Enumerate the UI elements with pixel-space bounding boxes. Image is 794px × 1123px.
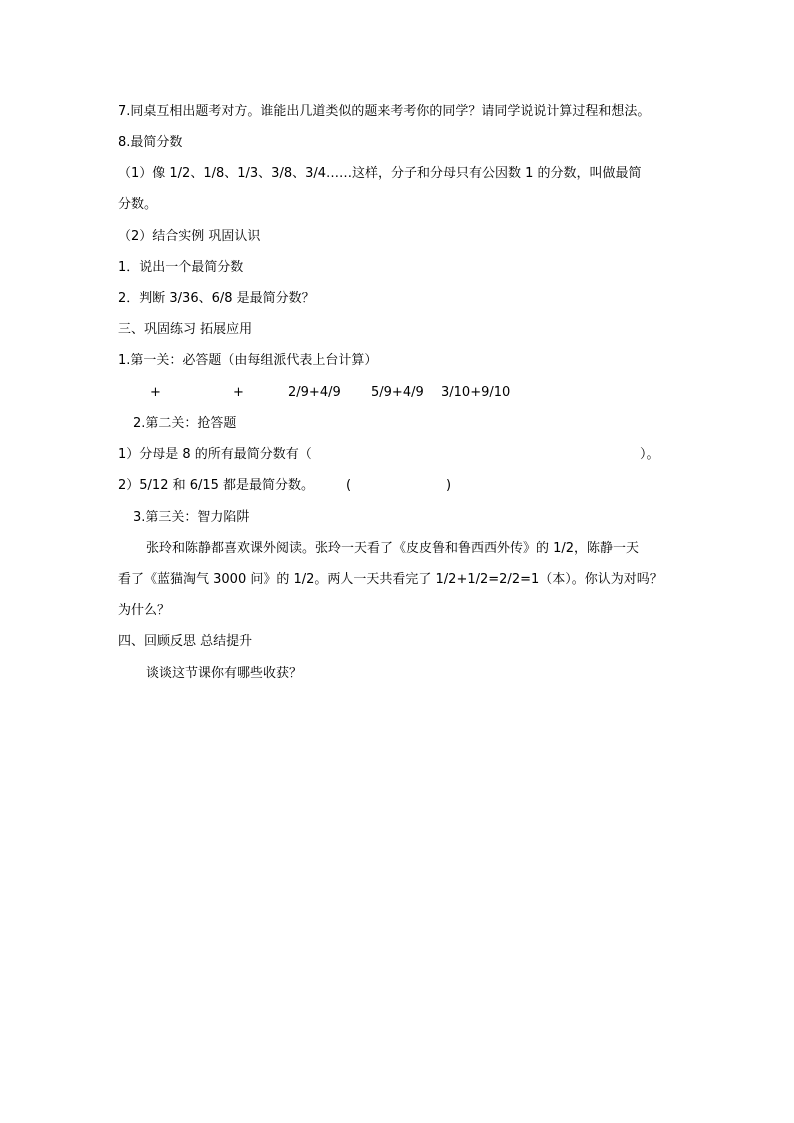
question-end: ）。 <box>640 447 660 462</box>
definition-line-1: （1）像 1/2、1/8、1/3、3/8、3/4……这样，分子和分母只有公因数 1 的分数，叫做最简 <box>118 166 642 181</box>
item-8-title: 8.最简分数 <box>118 135 183 150</box>
level-2-question-2 <box>0 477 794 495</box>
level-1-title: 1.第一关：必答题（由每组派代表上台计算） <box>118 353 378 368</box>
level-3-paragraph-line-1: 张玲和陈静都喜欢课外阅读。张玲一天看了《皮皮鲁和鲁西西外传》的 1/2，陈静一天 <box>146 541 640 556</box>
item-7-text: 7.同桌互相出题考对方。谁能出几道类似的题来考考你的同学？请同学说说计算过程和想法。 <box>118 104 651 119</box>
calc-item: 3/10+9/10 <box>441 385 511 400</box>
level-3-paragraph-line-2: 看了《蓝猫淘气 3000 问》的 1/2。两人一天共看完了 1/2+1/2=2/2=1（本）。你认为对吗？ <box>118 572 663 587</box>
level-2-question-1 <box>0 446 794 464</box>
section-4-title: 四、回顾反思 总结提升 <box>118 634 253 649</box>
calc-item: + <box>233 385 244 400</box>
definition-line-2: 分数。 <box>118 197 158 212</box>
calc-item: 2/9+4/9 <box>288 385 341 400</box>
section-4-prompt: 谈谈这节课你有哪些收获？ <box>146 666 303 681</box>
level-2-title: 2.第二关：抢答题 <box>133 416 237 431</box>
level-1-calculations <box>0 384 794 402</box>
level-3-title: 3.第三关：智力陷阱 <box>133 510 250 525</box>
calc-item: + <box>150 385 161 400</box>
question-text: 1）分母是 8 的所有最简分数有（ <box>118 447 312 462</box>
level-3-paragraph-line-3: 为什么？ <box>118 603 171 618</box>
answer-open-paren: ( <box>346 478 352 493</box>
answer-close-paren: ) <box>446 478 452 493</box>
question-2: 2．判断 3/36、6/8 是最简分数？ <box>118 291 315 306</box>
question-text: 2）5/12 和 6/15 都是最简分数。 <box>118 478 315 493</box>
calc-item: 5/9+4/9 <box>371 385 424 400</box>
example-heading: （2）结合实例 巩固认识 <box>118 229 261 244</box>
section-3-title: 三、巩固练习 拓展应用 <box>118 322 253 337</box>
question-1: 1．说出一个最简分数 <box>118 260 244 275</box>
